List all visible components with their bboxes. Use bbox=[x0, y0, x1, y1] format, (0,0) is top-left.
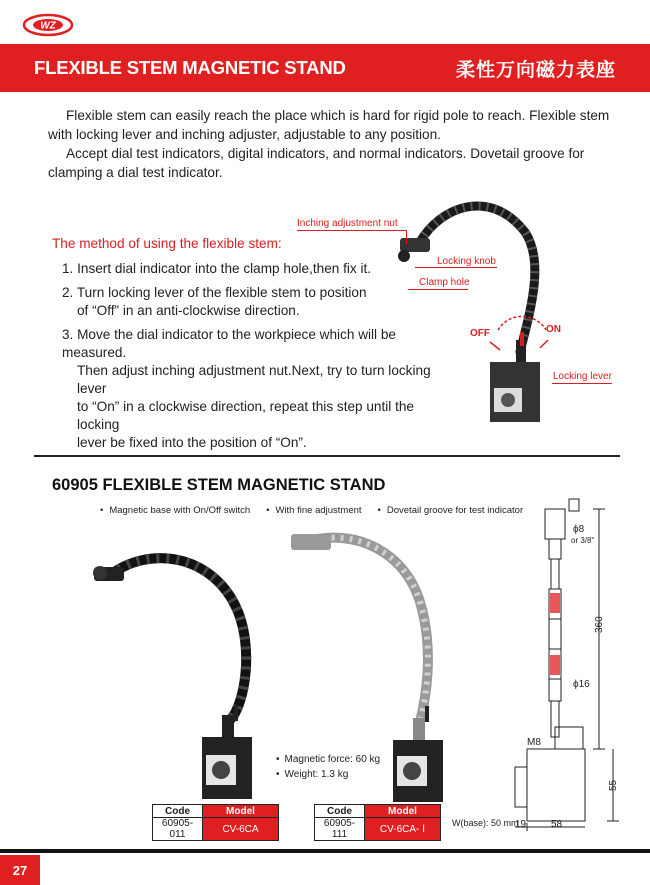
feature-item: • Dovetail groove for test indicator bbox=[378, 505, 524, 516]
product-image-black bbox=[90, 545, 270, 805]
method-title: The method of using the flexible stem: bbox=[52, 236, 282, 251]
product-model: CV-6CA bbox=[203, 818, 279, 841]
svg-text:WZ: WZ bbox=[40, 20, 56, 32]
feature-item: • Magnetic base with On/Off switch bbox=[100, 505, 250, 516]
callout-inching-nut: Inching adjustment nut bbox=[297, 218, 398, 229]
feature-list bbox=[100, 505, 523, 516]
callout-clamp-hole: Clamp hole bbox=[419, 277, 470, 288]
footer-bar bbox=[0, 849, 650, 853]
model-table-2: Code Model 60905-111 CV-6CA- Ⅰ bbox=[314, 804, 441, 841]
product-code: 60905-111 bbox=[315, 818, 365, 841]
svg-text:or 3/8": or 3/8" bbox=[571, 536, 595, 545]
intro-text bbox=[48, 106, 618, 182]
callout-off: OFF bbox=[470, 328, 490, 339]
svg-text:ϕ8: ϕ8 bbox=[573, 524, 585, 535]
spec-weight: • Weight: 1.3 kg bbox=[276, 767, 380, 782]
page-number: 27 bbox=[0, 855, 40, 885]
svg-text:M8: M8 bbox=[527, 737, 541, 748]
page-title-cn: 柔性万向磁力表座 bbox=[455, 58, 616, 81]
intro-paragraph-2: Accept dial test indicators, digital indicators, and normal indicators. Dovetail groove for clamping a dial test indicator. bbox=[48, 146, 585, 180]
svg-text:ϕ16: ϕ16 bbox=[573, 679, 590, 690]
svg-text:19: 19 bbox=[515, 819, 527, 830]
intro-paragraph-1: Flexible stem can easily reach the place which is hard for rigid pole to reach. Flexible stem with locking lever and inching adjuster, adjustable to any position. bbox=[48, 108, 610, 142]
callout-locking-knob: Locking knob bbox=[437, 256, 496, 267]
stand-illustration-usage bbox=[380, 192, 620, 442]
base-width-note: W(base): 50 mm bbox=[452, 818, 519, 828]
product-specs bbox=[276, 752, 380, 782]
step-3: 3. Move the dial indicator to the workpiece which will be measured. Then adjust inching adjustment nut.Next, try to turn locking lever to “On” in a clockwise direction, repeat this step until the locking lever be fixed into the position of “On”. bbox=[62, 327, 431, 450]
product-model: CV-6CA- Ⅰ bbox=[365, 818, 441, 841]
step-1: 1. Insert dial indicator into the clamp hole,then fix it. bbox=[62, 261, 372, 276]
feature-item: • With fine adjustment bbox=[266, 505, 361, 516]
title-bar bbox=[0, 44, 650, 92]
product-title: 60905 FLEXIBLE STEM MAGNETIC STAND bbox=[52, 476, 386, 494]
svg-text:55: 55 bbox=[608, 779, 619, 791]
section-divider bbox=[34, 455, 620, 457]
spec-magnetic-force: • Magnetic force: 60 kg bbox=[276, 752, 380, 767]
dimension-drawing bbox=[505, 495, 625, 835]
brand-logo bbox=[22, 8, 74, 40]
svg-text:360: 360 bbox=[594, 616, 605, 633]
model-table-1: Code Model 60905-011 CV-6CA bbox=[152, 804, 279, 841]
callout-locking-lever: Locking lever bbox=[553, 371, 612, 382]
step-2: 2. Turn locking lever of the flexible stem to position of “Off” in an anti-clockwise direction. bbox=[62, 285, 367, 318]
product-code: 60905-011 bbox=[153, 818, 203, 841]
callout-on: ON bbox=[546, 324, 561, 335]
page-title: FLEXIBLE STEM MAGNETIC STAND bbox=[34, 57, 346, 78]
svg-text:58: 58 bbox=[551, 819, 563, 830]
